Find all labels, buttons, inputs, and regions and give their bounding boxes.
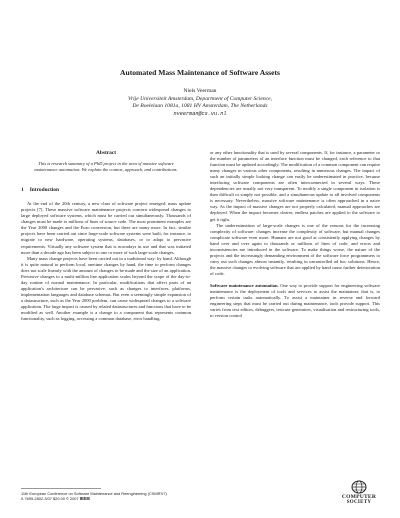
footer-publisher: IEEE (79, 496, 91, 502)
footer-copyright-line (21, 496, 321, 501)
intro-paragraph-1: At the end of the 20th century, a new class of software project emerged: mass update projects [7]. These massive software maintenance projects concern widespread changes to large deployed software systems, which must be carried out simultaneously. Thousands of changes must be made to millions of lines of source code. The most prominent examples are the Year 2000 changes and the Euro conversion, but there are many more. In fact, similar projects have been carried out since large-scale software systems were built; for instance, to migrate to new hardware, operating systems, databases, or to adapt to pervasive requirements. Virtually any software system that is nowadays in use and that was initiated more than a decade ago has been subject to one or more of such large-scale changes. (21, 201, 191, 255)
footer-rule (21, 488, 101, 489)
intro-paragraph-4: The underestimation of large-scale changes is one of the reasons for the increasing complexity of software: changes increase the complexity of software, but manual changes complicate software even more. Humans are not good at consistently applying changes by hand over and over again to thousands or millions of lines of code, and errors and inconsistencies are introduced in the software. To make things worse, the nature of the projects and the increasingly demanding environment of the software force programmers to carry out such changes almost instantly, resulting in uncontrolled ad hoc solutions. Hence, the massive changes to evolving software that are applied by hand cause further deterioration of code. (210, 222, 380, 276)
footer-isbn: 0-7695-2802-3/07 $20.00 © 2007 (21, 496, 79, 502)
author-block (0, 88, 400, 118)
logo-line-society: SOCIETY (346, 500, 372, 505)
section-number: 1 (21, 187, 24, 194)
abstract-text: This is research summary of a PhD project in the area of massive software maintenance automation. We explain the context, approach, and contributions. (34, 161, 178, 173)
intro-paragraph-2: Many mass change projects have been carried out in a traditional way: by hand. Although it is quite natural to perform local, onetime changes by hand, the time to perform changes does not scale linearly with the amount of changes to be made and the size of an application. Pervasive changes to a multi-million line application scales beyond the scope of the day-to-day routine of normal maintenance. In particular, modifications that affect parts of an application's architecture can be pervasive, such as changes to interfaces, platforms, implementation languages and database schemas. But even a seemingly simple expansion of a datastructure, such as the Year 2000 problem, can cause widespread changes to a software application. The large impact is caused by related datastructures and functions that have to be modified as well. Another example is a change to a component that represents common functionality, such as logging, accessing a common database, error handling, (21, 255, 191, 322)
author-email: nveerman@cs.vu.nl (173, 110, 227, 117)
section-heading-introduction (21, 187, 191, 193)
logo-line-computer: COMPUTER (341, 494, 377, 500)
intro-paragraph-3: or any other functionality that is used by several components. If, for instance, a parameter or the number of parameters of an interface function must be changed, each reference to that function must be updated accordingly. The modification of a common component can require many changes in various other components, resulting in numerous changes. The impact of such an initially simple looking change can easily be underestimated in practice, because interfacing software components are often interconnected in several ways. These dependencies are usually not very transparent. To modify a single component in isolation is then difficult or simply not possible, and a simultaneous update to all involved components is necessary. Nevertheless, massive software maintenance is often approached in a naive way. As the impact of massive changes are not properly calculated, manual approaches are deployed. When the impact becomes clearer, endless patches are applied to the software to get it right. (210, 150, 380, 222)
runin-heading: Software maintenance automation. (210, 282, 279, 288)
section-title: Introduction (29, 187, 59, 194)
affiliation-line-1: Vrije Universiteit Amsterdam, Department of Computer Science, (127, 95, 273, 102)
abstract-heading: Abstract (95, 150, 117, 156)
left-column (21, 150, 191, 322)
computer-society-logo (338, 480, 380, 512)
affiliation-line-2: De Boelelaan 1081a, 1081 HV Amsterdam, The Netherlands (132, 103, 268, 109)
paper-title: Automated Mass Maintenance of Software Assets (120, 68, 280, 77)
runin-text: One way to provide support for engineering software maintenance is the deployment of tools and services to assist the maintainer, that is, to perform certain tasks automatically. To assist a maintainer in reverse and forward engineering steps that must be carried out during maintenance, tools provide support. This varies from text editors, debuggers, testcase generators, visualisation and restructuring tools, to version control (210, 282, 380, 319)
right-column (210, 150, 380, 319)
author-name: Niels Veerman (183, 88, 217, 94)
page-footer (21, 491, 321, 501)
footer-conference: 11th European Conference on Software Maintenance and Reengineering (CSMR'07) (21, 491, 167, 496)
runin-paragraph (210, 283, 380, 319)
computer-society-emblem-icon (351, 480, 367, 494)
